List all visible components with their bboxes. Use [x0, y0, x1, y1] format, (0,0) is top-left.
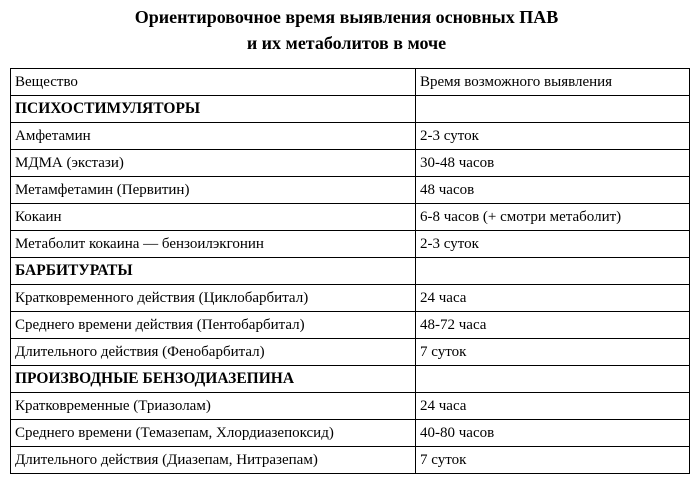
detection-time-cell: 2-3 суток [416, 123, 690, 150]
table-row [11, 339, 690, 366]
detection-time-cell [416, 258, 690, 285]
table-row [11, 312, 690, 339]
table-row [11, 285, 690, 312]
substance-cell: Кратковременного действия (Циклобарбитал) [11, 285, 416, 312]
substance-cell: Длительного действия (Фенобарбитал) [11, 339, 416, 366]
detection-time-cell: 48 часов [416, 177, 690, 204]
title-line-2: и их метаболитов в моче [246, 33, 447, 53]
substance-cell: Кокаин [11, 204, 416, 231]
category-row [11, 96, 690, 123]
detection-time-cell: 6-8 часов (+ смотри метаболит) [416, 204, 690, 231]
detection-time-cell: 7 суток [416, 447, 690, 474]
table-row [11, 123, 690, 150]
table-body [11, 96, 690, 474]
substance-cell: Метамфетамин (Первитин) [11, 177, 416, 204]
detection-time-cell: 48-72 часа [416, 312, 690, 339]
detection-time-cell [416, 366, 690, 393]
category-label: ПРОИЗВОДНЫЕ БЕНЗОДИАЗЕПИНА [11, 366, 416, 393]
category-row [11, 366, 690, 393]
detection-time-cell: 24 часа [416, 393, 690, 420]
table-row [11, 447, 690, 474]
category-row [11, 258, 690, 285]
category-label: ПСИХОСТИМУЛЯТОРЫ [11, 96, 416, 123]
table-row [11, 420, 690, 447]
detection-time-cell [416, 96, 690, 123]
substance-cell: Кратковременные (Триазолам) [11, 393, 416, 420]
table-row [11, 177, 690, 204]
substance-cell: Метаболит кокаина — бензоилэкгонин [11, 231, 416, 258]
substance-cell: Среднего времени (Темазепам, Хлордиазепоксид) [11, 420, 416, 447]
substance-cell: МДМА (экстази) [11, 150, 416, 177]
category-label: БАРБИТУРАТЫ [11, 258, 416, 285]
title-line-1: Ориентировочное время выявления основных ПАВ [134, 7, 559, 27]
detection-time-cell: 7 суток [416, 339, 690, 366]
detection-time-cell: 40-80 часов [416, 420, 690, 447]
detection-time-cell: 24 часа [416, 285, 690, 312]
document-title [0, 4, 693, 56]
table-row [11, 204, 690, 231]
header-substance: Вещество [11, 69, 416, 96]
detection-time-cell: 2-3 суток [416, 231, 690, 258]
detection-time-table [10, 68, 690, 474]
table-row [11, 231, 690, 258]
table-row [11, 150, 690, 177]
table-row [11, 393, 690, 420]
substance-cell: Среднего времени действия (Пентобарбитал) [11, 312, 416, 339]
detection-time-cell: 30-48 часов [416, 150, 690, 177]
table-header-row [11, 69, 690, 96]
substance-cell: Амфетамин [11, 123, 416, 150]
substance-cell: Длительного действия (Диазепам, Нитразепам) [11, 447, 416, 474]
header-detection-time: Время возможного выявления [416, 69, 690, 96]
